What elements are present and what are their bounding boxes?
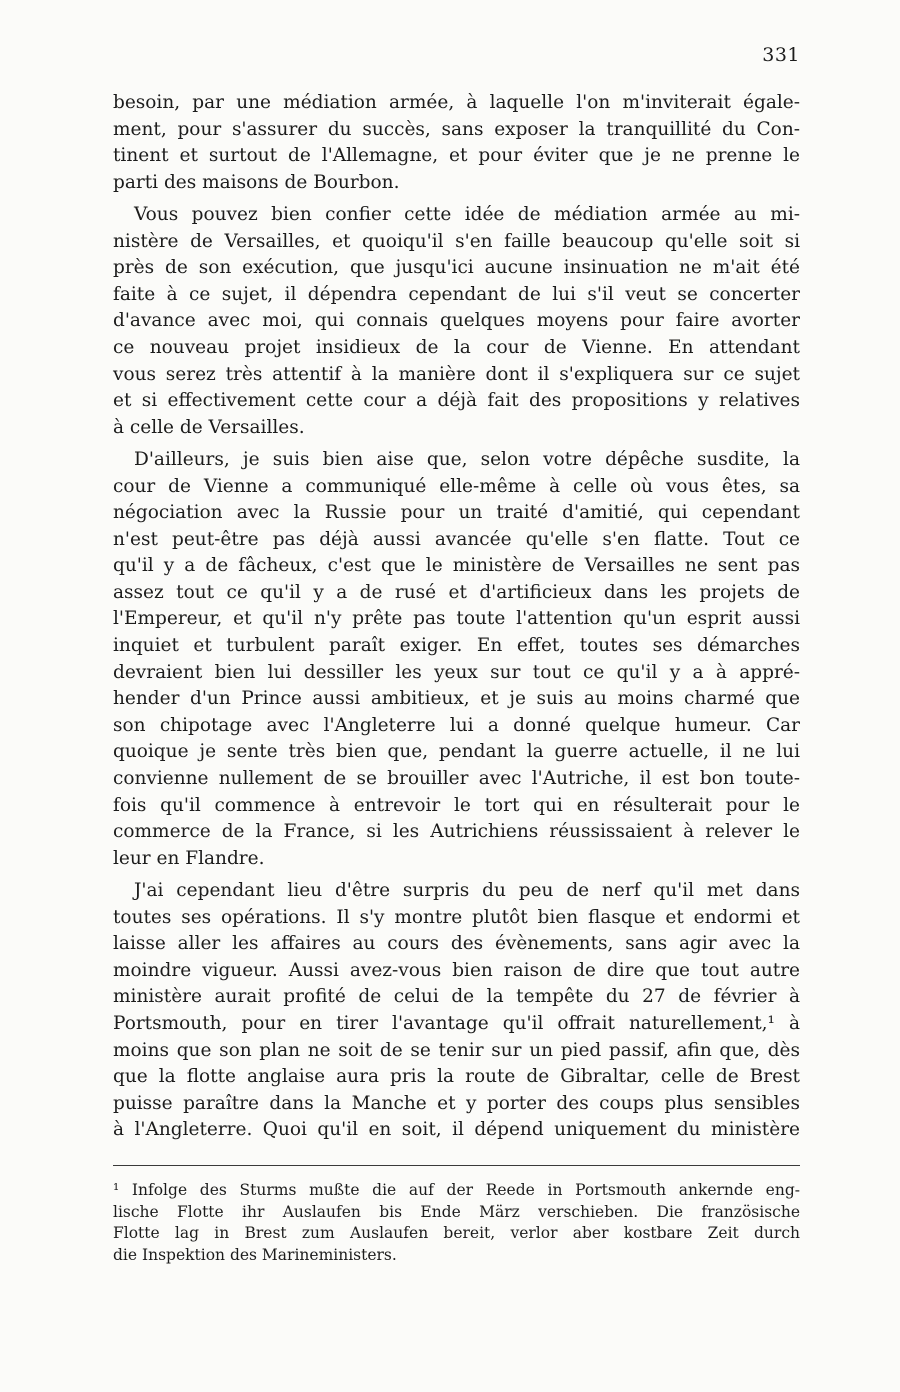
text-line: assez tout ce qu'il y a de rusé et d'artificieux dans les projets de: [113, 581, 800, 603]
text-line: parti des maisons de Bourbon.: [113, 171, 400, 193]
text-line: d'avance avec moi, qui connais quelques moyens pour faire avorter: [113, 310, 800, 332]
text-line: faite à ce sujet, il dépendra cependant de lui s'il veut se concerter: [113, 283, 800, 305]
footnote-line: Flotte lag in Brest zum Auslaufen bereit, verlor aber kostbare Zeit durch: [113, 1224, 800, 1242]
paragraph: [113, 447, 800, 873]
text-line: ce nouveau projet insidieux de la cour de Vienne. En attendant: [113, 336, 800, 358]
text-line: fois qu'il commence à entrevoir le tort qui en résulterait pour le: [113, 794, 800, 816]
text-line: hender d'un Prince aussi ambitieux, et je suis au moins charmé que: [113, 688, 800, 710]
paragraph: [113, 202, 800, 441]
text-line: laisse aller les affaires au cours des évènements, sans agir avec la: [113, 933, 800, 955]
body-text: [113, 90, 800, 1150]
page-number: 331: [762, 44, 800, 66]
text-line: ment, pour s'assurer du succès, sans exposer la tranquillité du Con-: [113, 118, 800, 140]
text-line: quoique je sente très bien que, pendant la guerre actuelle, il ne lui: [113, 741, 800, 763]
text-line: leur en Flandre.: [113, 847, 265, 869]
text-line: besoin, par une médiation armée, à laquelle l'on m'inviterait égale-: [113, 92, 800, 113]
text-line: et si effectivement cette cour a déjà fait des propositions y relatives: [113, 390, 800, 412]
text-line: D'ailleurs, je suis bien aise que, selon votre dépêche susdite, la: [134, 448, 800, 470]
text-line: toutes ses opérations. Il s'y montre plutôt bien flasque et endormi et: [113, 906, 800, 928]
text-line: négociation avec la Russie pour un traité d'amitié, qui cependant: [113, 502, 800, 524]
text-line: nistère de Versailles, et quoiqu'il s'en faille beaucoup qu'elle soit si: [113, 230, 800, 252]
text-line: Portsmouth, pour en tirer l'avantage qu'il offrait naturellement,¹ à: [113, 1012, 800, 1034]
text-line: son chipotage avec l'Angleterre lui a donné quelque humeur. Car: [113, 714, 800, 736]
footnote: [113, 1180, 800, 1266]
text-line: devraient bien lui dessiller les yeux sur tout ce qu'il y a à appré-: [113, 661, 800, 683]
paragraph: [113, 878, 800, 1144]
text-line: cour de Vienne a communiqué elle-même à celle où vous êtes, sa: [113, 475, 800, 497]
text-line: J'ai cependant lieu d'être surpris du peu de nerf qu'il met dans: [134, 880, 800, 901]
text-line: l'Empereur, et qu'il n'y prête pas toute l'attention qu'un esprit aussi: [113, 608, 800, 630]
text-line: Vous pouvez bien confier cette idée de médiation armée au mi-: [134, 203, 800, 225]
text-line: à celle de Versailles.: [113, 416, 305, 438]
footnote-divider: [113, 1165, 800, 1166]
text-line: qu'il y a de fâcheux, c'est que le ministère de Versailles ne sent pas: [113, 555, 800, 577]
text-line: commerce de la France, si les Autrichiens réussissaient à relever le: [113, 821, 800, 843]
text-line: convienne nullement de se brouiller avec l'Autriche, il est bon toute-: [113, 768, 800, 790]
text-line: à l'Angleterre. Quoi qu'il en soit, il dépend uniquement du ministère: [113, 1119, 800, 1141]
text-line: moindre vigueur. Aussi avez-vous bien raison de dire que tout autre: [113, 959, 800, 981]
footnote-line: die Inspektion des Marineministers.: [113, 1245, 397, 1264]
text-line: n'est peut-être pas déjà aussi avancée qu'elle s'en flatte. Tout ce: [113, 528, 800, 550]
footnote-line: lische Flotte ihr Auslaufen bis Ende März verschieben. Die französische: [113, 1202, 800, 1221]
text-line: ministère aurait profité de celui de la tempête du 27 de février à: [113, 986, 800, 1008]
text-line: tinent et surtout de l'Allemagne, et pour éviter que je ne prenne le: [113, 145, 800, 167]
text-line: près de son exécution, que jusqu'ici aucune insinuation ne m'ait été: [113, 257, 800, 279]
text-line: puisse paraître dans la Manche et y porter des coups plus sensibles: [113, 1092, 800, 1114]
text-line: vous serez très attentif à la manière dont il s'expliquera sur ce sujet: [113, 363, 800, 385]
paragraph: [113, 90, 800, 196]
text-line: inquiet et turbulent paraît exiger. En effet, toutes ses démarches: [113, 635, 800, 657]
text-line: moins que son plan ne soit de se tenir sur un pied passif, afin que, dès: [113, 1039, 800, 1061]
text-line: que la flotte anglaise aura pris la route de Gibraltar, celle de Brest: [113, 1066, 800, 1088]
footnote-line: ¹ Infolge des Sturms mußte die auf der Reede in Portsmouth ankernde eng-: [113, 1181, 800, 1199]
